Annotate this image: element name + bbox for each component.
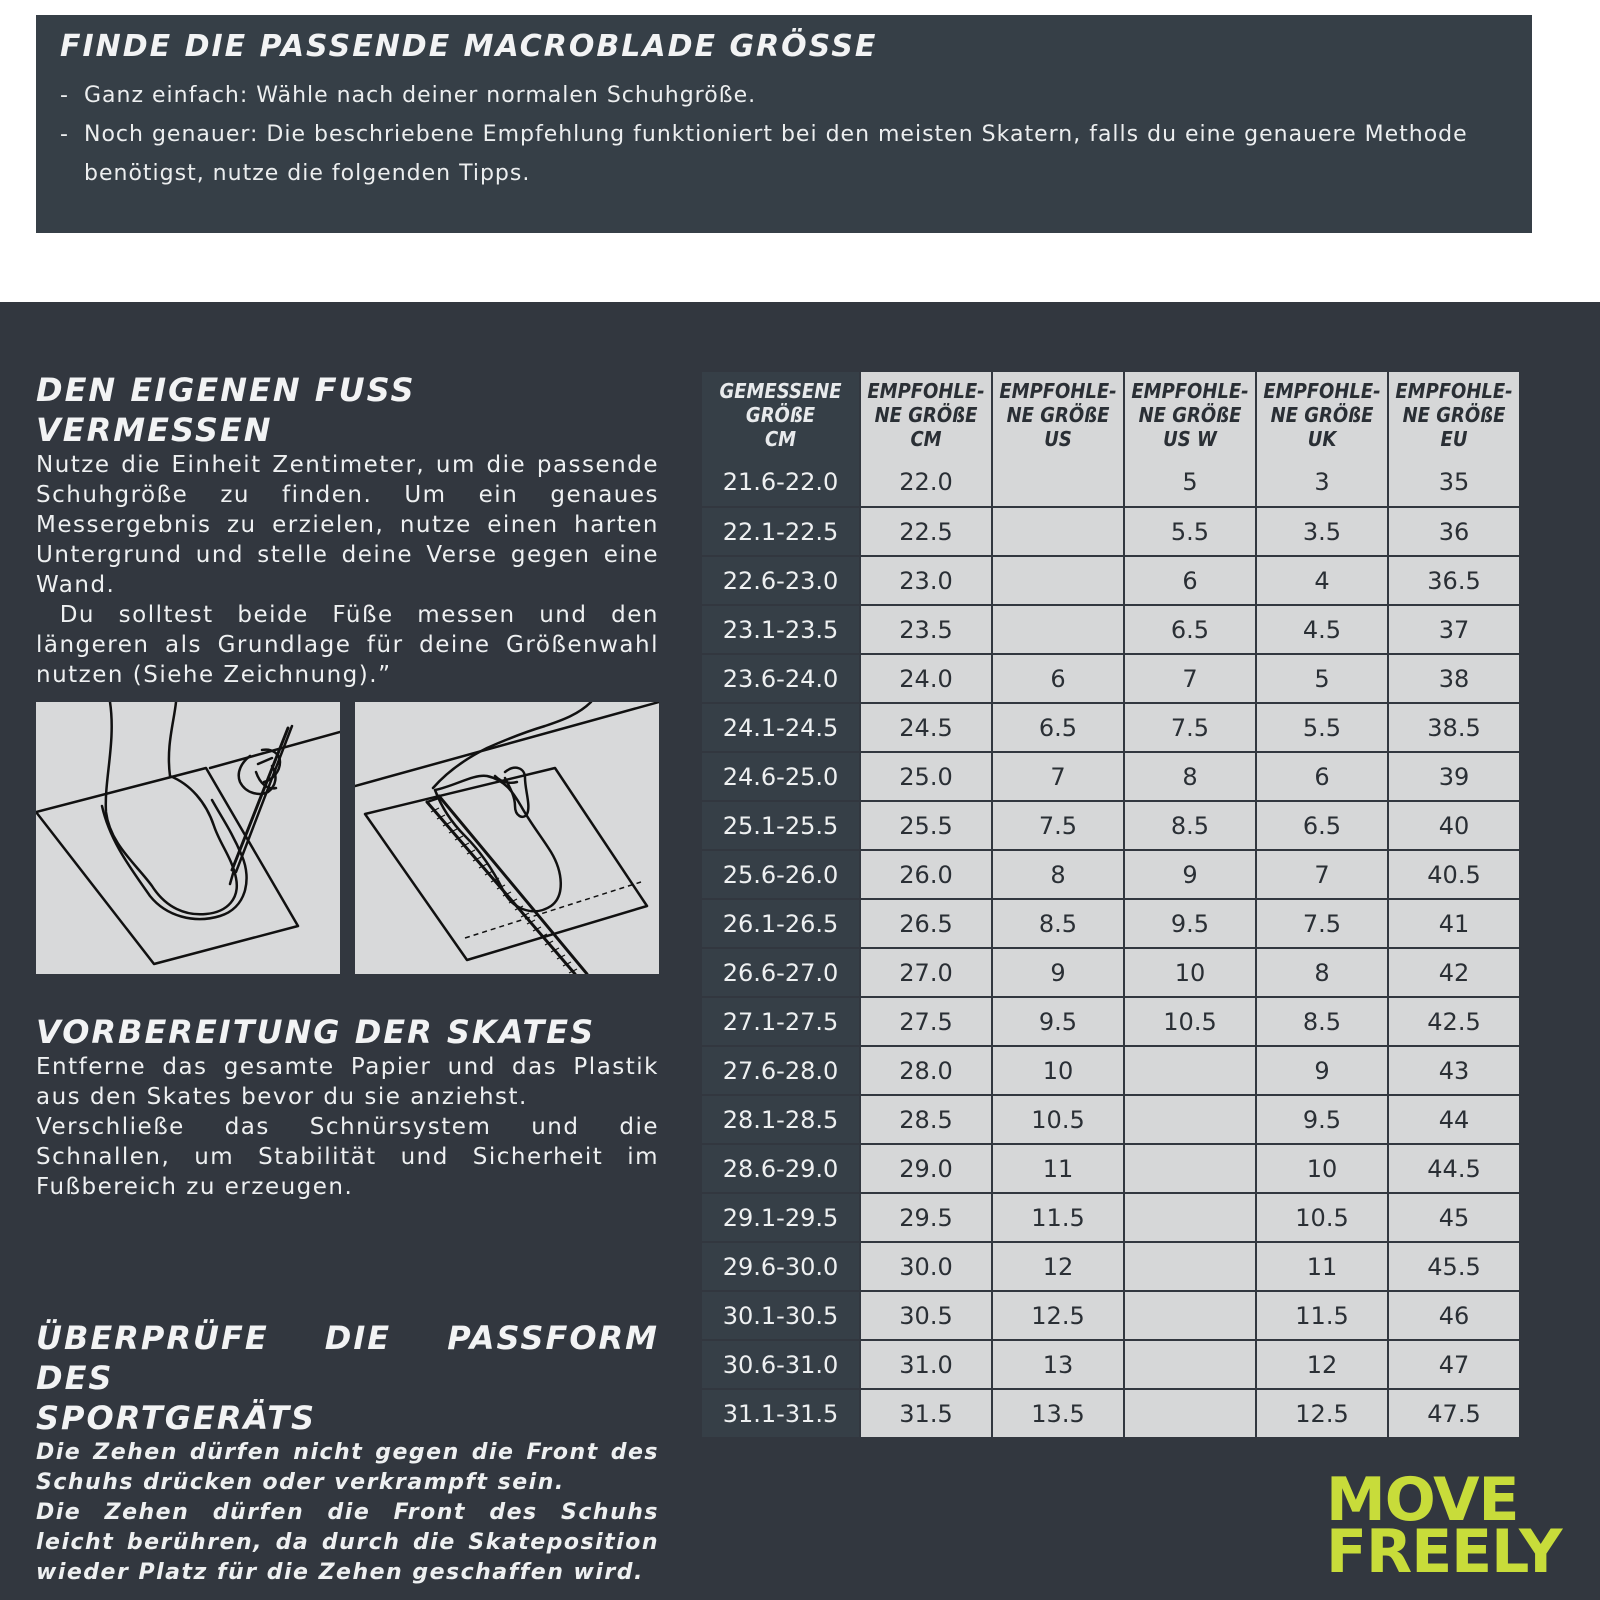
cell-recommended-uk: 12 — [1256, 1340, 1388, 1389]
cell-recommended-eu: 42 — [1388, 948, 1520, 997]
table-row — [702, 801, 1520, 850]
cell-recommended-us-w — [1124, 1193, 1256, 1242]
cell-recommended-us: 6.5 — [992, 703, 1124, 752]
table-row — [702, 458, 1520, 507]
cell-recommended-uk: 3.5 — [1256, 507, 1388, 556]
cell-recommended-uk: 5 — [1256, 654, 1388, 703]
column-header-line: EMPFOHLE- — [1131, 379, 1249, 403]
column-header-measured-cm — [702, 372, 860, 458]
cell-measured-cm: 30.6-31.0 — [702, 1340, 860, 1389]
measure-section — [36, 370, 668, 690]
prep-text — [36, 1052, 659, 1202]
cell-recommended-cm: 31.0 — [860, 1340, 992, 1389]
cell-recommended-cm: 26.5 — [860, 899, 992, 948]
column-header-recommended-us — [992, 372, 1124, 458]
column-header-line: US — [1044, 427, 1072, 451]
cell-recommended-cm: 25.5 — [860, 801, 992, 850]
cell-recommended-us-w — [1124, 1095, 1256, 1144]
cell-recommended-uk: 6 — [1256, 752, 1388, 801]
column-header-line: NE GRÖßE — [1270, 403, 1374, 427]
table-row — [702, 948, 1520, 997]
size-guide-panel — [0, 302, 1600, 1600]
cell-recommended-us-w — [1124, 1291, 1256, 1340]
column-header-recommended-us-w — [1124, 372, 1256, 458]
cell-measured-cm: 28.6-29.0 — [702, 1144, 860, 1193]
cell-recommended-us: 13.5 — [992, 1389, 1124, 1438]
cell-recommended-us — [992, 556, 1124, 605]
foot-measuring-illustration — [355, 702, 659, 974]
measure-title: DEN EIGENEN FUSS VERMESSEN — [36, 371, 416, 449]
cell-recommended-uk: 10 — [1256, 1144, 1388, 1193]
cell-recommended-eu: 35 — [1388, 458, 1520, 507]
cell-recommended-eu: 41 — [1388, 899, 1520, 948]
cell-recommended-uk: 8 — [1256, 948, 1388, 997]
fit-title — [36, 1318, 659, 1438]
cell-recommended-us-w: 5 — [1124, 458, 1256, 507]
cell-recommended-cm: 30.5 — [860, 1291, 992, 1340]
table-row — [702, 1242, 1520, 1291]
cell-recommended-cm: 29.5 — [860, 1193, 992, 1242]
cell-recommended-us: 6 — [992, 654, 1124, 703]
cell-measured-cm: 31.1-31.5 — [702, 1389, 860, 1438]
column-header-line: NE GRÖßE — [874, 403, 978, 427]
cell-recommended-us-w: 5.5 — [1124, 507, 1256, 556]
prep-text-1: Entferne das gesamte Papier und das Plastik aus den Skates bevor du sie anziehst. — [36, 1054, 659, 1110]
cell-recommended-eu: 46 — [1388, 1291, 1520, 1340]
column-header-line: GRÖßE — [745, 403, 816, 427]
logo-line-2: FREELY — [1326, 1517, 1562, 1587]
cell-recommended-eu: 47.5 — [1388, 1389, 1520, 1438]
cell-measured-cm: 21.6-22.0 — [702, 458, 860, 507]
cell-recommended-us-w: 6.5 — [1124, 605, 1256, 654]
column-header-line: EMPFOHLE- — [867, 379, 985, 403]
cell-measured-cm: 24.6-25.0 — [702, 752, 860, 801]
cell-recommended-cm: 25.0 — [860, 752, 992, 801]
cell-recommended-eu: 38.5 — [1388, 703, 1520, 752]
size-table-wrapper — [702, 372, 1521, 1439]
cell-recommended-us-w: 8.5 — [1124, 801, 1256, 850]
cell-recommended-uk: 10.5 — [1256, 1193, 1388, 1242]
table-row — [702, 1193, 1520, 1242]
table-row — [702, 899, 1520, 948]
intro-bullet-text: Ganz einfach: Wähle nach deiner normalen Schuhgröße. — [84, 83, 757, 108]
logo-line-1: MOVE — [1326, 1465, 1519, 1535]
cell-recommended-eu: 39 — [1388, 752, 1520, 801]
cell-measured-cm: 26.1-26.5 — [702, 899, 860, 948]
measure-text-1: Nutze die Einheit Zentimeter, um die passende Schuhgröße zu finden. Um ein genaues Messergebnis zu erzielen, nutze einen harten Untergrund und stelle deine Verse gegen eine Wand. — [36, 452, 659, 598]
cell-recommended-uk: 11.5 — [1256, 1291, 1388, 1340]
cell-recommended-us-w — [1124, 1389, 1256, 1438]
cell-measured-cm: 28.1-28.5 — [702, 1095, 860, 1144]
cell-measured-cm: 29.6-30.0 — [702, 1242, 860, 1291]
prep-text-2: Verschließe das Schnürsystem und die Schnallen, um Stabilität und Sicherheit im Fußbereich zu erzeugen. — [36, 1114, 659, 1200]
cell-recommended-uk: 7 — [1256, 850, 1388, 899]
cell-recommended-eu: 42.5 — [1388, 997, 1520, 1046]
cell-recommended-eu: 36 — [1388, 507, 1520, 556]
table-row — [702, 605, 1520, 654]
cell-recommended-us-w — [1124, 1144, 1256, 1193]
cell-recommended-uk: 12.5 — [1256, 1389, 1388, 1438]
fit-text-2: Die Zehen dürfen die Front des Schuhs leicht berühren, da durch die Skateposition wieder Platz für die Zehen geschaffen wird. — [36, 1500, 659, 1585]
column-header-line: NE GRÖßE — [1138, 403, 1242, 427]
table-row — [702, 507, 1520, 556]
cell-recommended-us-w: 7 — [1124, 654, 1256, 703]
table-row — [702, 1046, 1520, 1095]
prep-section — [36, 1012, 659, 1202]
prep-title: VORBEREITUNG DER SKATES — [36, 1013, 596, 1051]
cell-measured-cm: 23.6-24.0 — [702, 654, 860, 703]
column-header-recommended-cm — [860, 372, 992, 458]
cell-recommended-us: 12.5 — [992, 1291, 1124, 1340]
cell-recommended-eu: 40 — [1388, 801, 1520, 850]
cell-recommended-eu: 45 — [1388, 1193, 1520, 1242]
foot-outline-illustration — [36, 702, 340, 974]
cell-measured-cm: 25.1-25.5 — [702, 801, 860, 850]
cell-recommended-cm: 22.0 — [860, 458, 992, 507]
cell-recommended-uk: 6.5 — [1256, 801, 1388, 850]
column-header-recommended-eu — [1388, 372, 1520, 458]
cell-recommended-cm: 24.5 — [860, 703, 992, 752]
column-header-line: EU — [1440, 427, 1468, 451]
cell-recommended-us: 11.5 — [992, 1193, 1124, 1242]
bullet-dash: - — [60, 122, 69, 147]
cell-recommended-cm: 28.5 — [860, 1095, 992, 1144]
cell-recommended-cm: 23.5 — [860, 605, 992, 654]
bullet-dash: - — [60, 83, 69, 108]
cell-recommended-uk: 9 — [1256, 1046, 1388, 1095]
cell-recommended-uk: 7.5 — [1256, 899, 1388, 948]
cell-recommended-us: 11 — [992, 1144, 1124, 1193]
cell-recommended-eu: 44 — [1388, 1095, 1520, 1144]
cell-recommended-us-w: 9.5 — [1124, 899, 1256, 948]
foot-measuring-drawing — [355, 702, 659, 974]
foot-outline-drawing — [36, 702, 340, 974]
intro-bullet-text: Noch genauer: Die beschriebene Empfehlung funktioniert bei den meisten Skatern, falls du eine genauere Methode benötigst, nutze die folgenden Tipps. — [84, 122, 1468, 186]
cell-recommended-us — [992, 605, 1124, 654]
cell-recommended-us: 12 — [992, 1242, 1124, 1291]
table-row — [702, 1144, 1520, 1193]
table-header-row — [702, 372, 1520, 458]
table-row — [702, 1389, 1520, 1438]
cell-recommended-eu: 37 — [1388, 605, 1520, 654]
cell-recommended-eu: 44.5 — [1388, 1144, 1520, 1193]
fit-title-line-1: ÜBERPRÜFE DIE PASSFORM DES — [36, 1319, 659, 1397]
cell-recommended-eu: 47 — [1388, 1340, 1520, 1389]
cell-recommended-us: 8 — [992, 850, 1124, 899]
cell-recommended-cm: 26.0 — [860, 850, 992, 899]
cell-recommended-us: 8.5 — [992, 899, 1124, 948]
table-row — [702, 556, 1520, 605]
cell-recommended-cm: 23.0 — [860, 556, 992, 605]
table-body — [702, 458, 1520, 1438]
cell-measured-cm: 23.1-23.5 — [702, 605, 860, 654]
cell-recommended-us: 10 — [992, 1046, 1124, 1095]
cell-recommended-eu: 45.5 — [1388, 1242, 1520, 1291]
table-row — [702, 997, 1520, 1046]
cell-recommended-us-w: 7.5 — [1124, 703, 1256, 752]
table-row — [702, 1291, 1520, 1340]
cell-recommended-eu: 38 — [1388, 654, 1520, 703]
cell-measured-cm: 27.1-27.5 — [702, 997, 860, 1046]
cell-recommended-us — [992, 458, 1124, 507]
cell-recommended-cm: 24.0 — [860, 654, 992, 703]
cell-recommended-us — [992, 507, 1124, 556]
cell-recommended-eu: 36.5 — [1388, 556, 1520, 605]
column-header-line: EMPFOHLE- — [999, 379, 1117, 403]
intro-bullet — [60, 115, 1508, 193]
cell-recommended-uk: 8.5 — [1256, 997, 1388, 1046]
cell-measured-cm: 29.1-29.5 — [702, 1193, 860, 1242]
column-header-line: US W — [1163, 427, 1217, 451]
page-title: FINDE DIE PASSENDE MACROBLADE GRÖSSE — [60, 29, 878, 64]
measure-text — [36, 450, 668, 690]
column-header-line: EMPFOHLE- — [1395, 379, 1513, 403]
column-header-recommended-uk — [1256, 372, 1388, 458]
cell-recommended-cm: 31.5 — [860, 1389, 992, 1438]
cell-recommended-us-w: 10.5 — [1124, 997, 1256, 1046]
fit-section — [36, 1318, 659, 1588]
cell-measured-cm: 30.1-30.5 — [702, 1291, 860, 1340]
fit-title-line-2: SPORTGERÄTS — [36, 1399, 317, 1437]
cell-recommended-us-w: 8 — [1124, 752, 1256, 801]
cell-measured-cm: 27.6-28.0 — [702, 1046, 860, 1095]
cell-recommended-us-w — [1124, 1046, 1256, 1095]
cell-recommended-us: 9.5 — [992, 997, 1124, 1046]
cell-recommended-us: 13 — [992, 1340, 1124, 1389]
column-header-line: UK — [1307, 427, 1337, 451]
fit-text-1: Die Zehen dürfen nicht gegen die Front des Schuhs drücken oder verkrampft sein. — [36, 1440, 659, 1495]
cell-recommended-us-w — [1124, 1242, 1256, 1291]
cell-recommended-us-w: 10 — [1124, 948, 1256, 997]
cell-recommended-uk: 3 — [1256, 458, 1388, 507]
cell-measured-cm: 26.6-27.0 — [702, 948, 860, 997]
intro-list — [60, 76, 1508, 193]
cell-recommended-eu: 40.5 — [1388, 850, 1520, 899]
move-freely-logo — [1326, 1465, 1562, 1587]
cell-recommended-us-w — [1124, 1340, 1256, 1389]
cell-recommended-cm: 27.5 — [860, 997, 992, 1046]
table-row — [702, 752, 1520, 801]
cell-recommended-uk: 5.5 — [1256, 703, 1388, 752]
cell-recommended-us: 7 — [992, 752, 1124, 801]
column-header-line: CM — [910, 427, 942, 451]
cell-recommended-eu: 43 — [1388, 1046, 1520, 1095]
cell-recommended-uk: 4 — [1256, 556, 1388, 605]
cell-measured-cm: 24.1-24.5 — [702, 703, 860, 752]
cell-recommended-cm: 28.0 — [860, 1046, 992, 1095]
cell-measured-cm: 22.1-22.5 — [702, 507, 860, 556]
column-header-line: CM — [764, 427, 797, 451]
cell-recommended-us-w: 6 — [1124, 556, 1256, 605]
table-row — [702, 850, 1520, 899]
table-row — [702, 654, 1520, 703]
cell-recommended-cm: 29.0 — [860, 1144, 992, 1193]
cell-measured-cm: 22.6-23.0 — [702, 556, 860, 605]
column-header-line: NE GRÖßE — [1402, 403, 1506, 427]
cell-measured-cm: 25.6-26.0 — [702, 850, 860, 899]
column-header-line: NE GRÖßE — [1006, 403, 1110, 427]
cell-recommended-uk: 11 — [1256, 1242, 1388, 1291]
cell-recommended-cm: 27.0 — [860, 948, 992, 997]
cell-recommended-us: 7.5 — [992, 801, 1124, 850]
table-row — [702, 703, 1520, 752]
cell-recommended-cm: 22.5 — [860, 507, 992, 556]
cell-recommended-cm: 30.0 — [860, 1242, 992, 1291]
fit-text — [36, 1438, 659, 1588]
cell-recommended-uk: 9.5 — [1256, 1095, 1388, 1144]
size-table — [702, 372, 1521, 1439]
intro-bullet — [60, 76, 1508, 115]
intro-panel — [36, 15, 1532, 233]
table-row — [702, 1095, 1520, 1144]
column-header-line: GEMESSENE — [719, 379, 842, 403]
cell-recommended-us-w: 9 — [1124, 850, 1256, 899]
column-header-line: EMPFOHLE- — [1263, 379, 1381, 403]
cell-recommended-us: 10.5 — [992, 1095, 1124, 1144]
cell-recommended-us: 9 — [992, 948, 1124, 997]
measure-text-2: Du solltest beide Füße messen und den längeren als Grundlage für deine Größenwahl nutzen (Siehe Zeichnung).” — [36, 602, 668, 688]
table-row — [702, 1340, 1520, 1389]
cell-recommended-uk: 4.5 — [1256, 605, 1388, 654]
